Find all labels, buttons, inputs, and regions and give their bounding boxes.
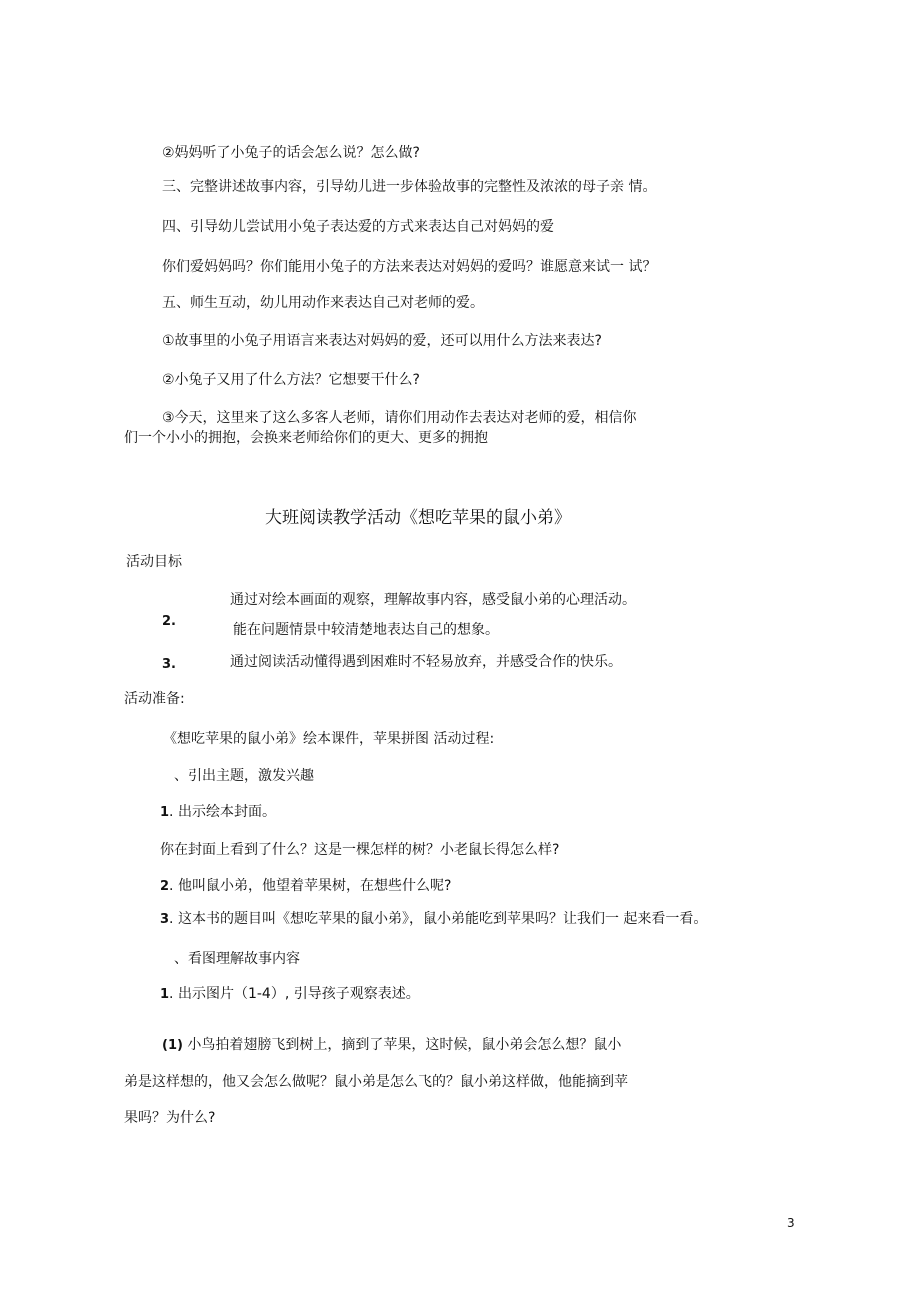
paragraph-line-3: 果吗？为什么? <box>124 1110 216 1126</box>
part-one-item-3-number: 3 <box>160 912 170 927</box>
step-five: 五、师生互动，幼儿用动作来表达自己对老师的爱。 <box>162 295 484 311</box>
part-two-item-1-number: 1 <box>160 987 170 1002</box>
step-four-question: 你们爱妈妈吗？你们能用小兔子的方法来表达对妈妈的爱吗？谁愿意来试一 试？ <box>162 259 657 275</box>
goal-3: 通过阅读活动懂得遇到困难时不轻易放弃，并感受合作的快乐。 <box>230 654 622 670</box>
step-five-question-3-line-2: 们一个小小的拥抱，会换来老师给你们的更大、更多的拥抱 <box>124 430 488 446</box>
page-number: 3 <box>787 1216 795 1230</box>
goal-2-number: 2. <box>162 614 176 629</box>
question-line: ②妈妈听了小兔子的话会怎么说？怎么做? <box>162 145 420 161</box>
part-one-item-2-text: . 他叫鼠小弟，他望着苹果树，在想些什么呢? <box>169 878 452 894</box>
paragraph-line-1-text: 小鸟拍着翅膀飞到树上，摘到了苹果，这时候，鼠小弟会怎么想？鼠小 <box>182 1037 622 1053</box>
lesson-title: 大班阅读教学活动《想吃苹果的鼠小弟》 <box>265 508 571 528</box>
goals-heading: 活动目标 <box>126 554 182 570</box>
part-one-item-2-number: 2 <box>160 879 170 894</box>
part-one-item-3 <box>160 910 707 929</box>
preparation-text: 《想吃苹果的鼠小弟》绘本课件，苹果拼图 活动过程: <box>163 731 495 747</box>
goal-2: 能在问题情景中较清楚地表达自己的想象。 <box>233 622 499 638</box>
part-two-item-1-text: . 出示图片（1-4）, 引导孩子观察表述。 <box>169 986 420 1002</box>
part-one-item-3-text: . 这本书的题目叫《想吃苹果的鼠小弟》，鼠小弟能吃到苹果吗？让我们一 起来看一看。 <box>169 911 708 927</box>
step-three: 三、完整讲述故事内容，引导幼儿进一步体验故事的完整性及浓浓的母子亲 情。 <box>162 179 657 195</box>
step-five-question-3-line-1: ③今天，这里来了这么多客人老师，请你们用动作去表达对老师的爱，相信你 <box>162 410 637 426</box>
part-one-item-1-text: . 出示绘本封面。 <box>169 804 276 820</box>
part-one-item-1 <box>160 803 276 822</box>
paragraph-number: (1) <box>162 1038 183 1053</box>
goal-1: 通过对绘本画面的观察，理解故事内容，感受鼠小弟的心理活动。 <box>230 592 636 608</box>
step-five-question-2: ②小兔子又用了什么方法？它想要干什么? <box>162 372 420 388</box>
part-one-item-2 <box>160 877 451 896</box>
part-one-heading: 、引出主题，激发兴趣 <box>174 768 314 784</box>
preparation-heading: 活动准备: <box>124 691 185 707</box>
part-two-heading: 、看图理解故事内容 <box>174 951 300 967</box>
part-one-item-1-question: 你在封面上看到了什么？这是一棵怎样的树？小老鼠长得怎么样? <box>160 842 560 858</box>
step-five-question-1: ①故事里的小兔子用语言来表达对妈妈的爱，还可以用什么方法来表达? <box>162 333 602 349</box>
part-one-item-1-number: 1 <box>160 805 170 820</box>
step-four: 四、引导幼儿尝试用小兔子表达爱的方式来表达自己对妈妈的爱 <box>162 219 554 235</box>
goal-3-number: 3. <box>162 657 176 672</box>
part-two-item-1 <box>160 985 420 1004</box>
paragraph-line-1 <box>162 1036 621 1055</box>
paragraph-line-2: 弟是这样想的，他又会怎么做呢？鼠小弟是怎么飞的？鼠小弟这样做，他能摘到苹 <box>124 1074 628 1090</box>
